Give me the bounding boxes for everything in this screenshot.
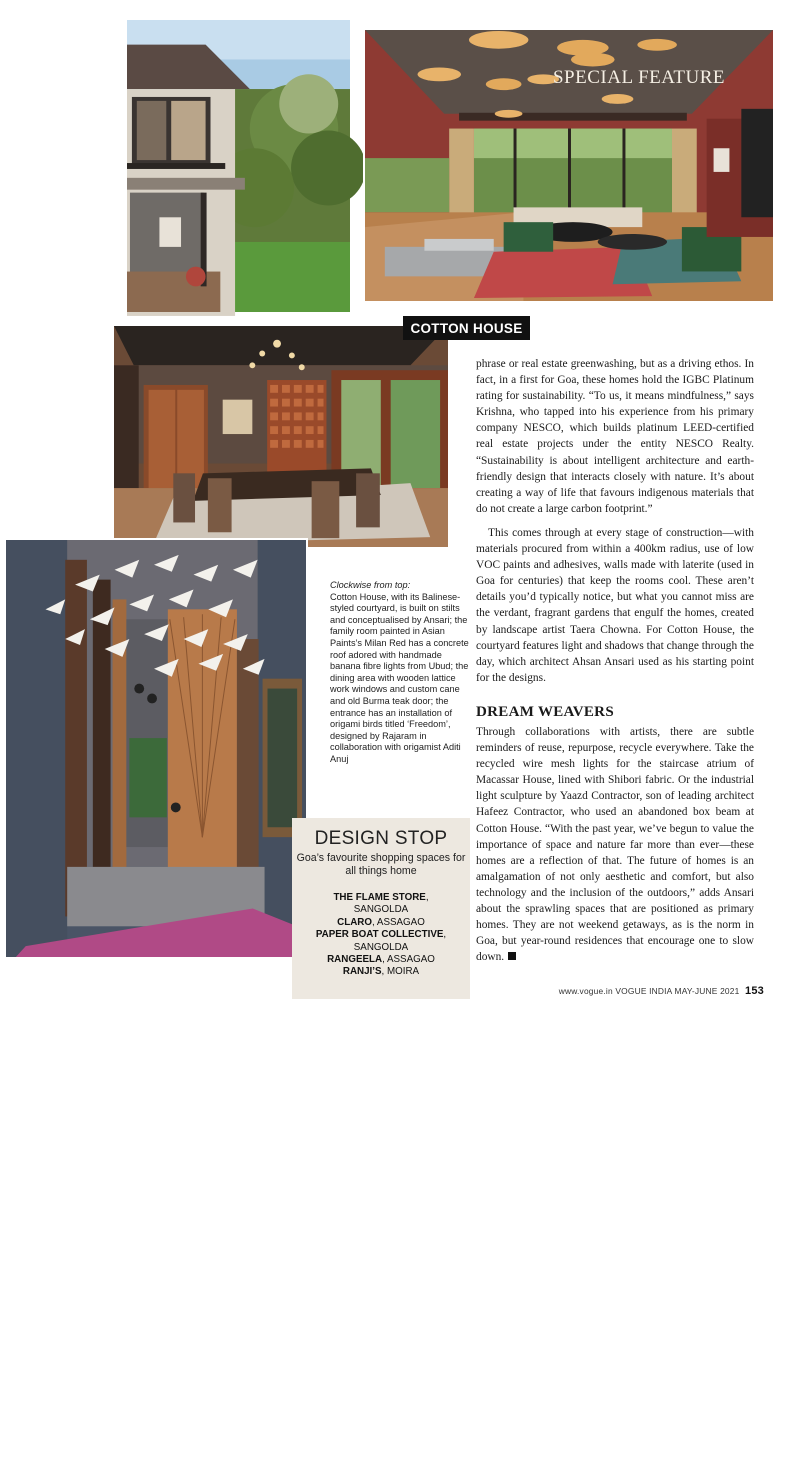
design-stop-title: DESIGN STOP xyxy=(314,828,448,849)
body-paragraph-3 xyxy=(476,724,754,965)
store-item: RANGEELA, ASSAGAO xyxy=(327,954,435,966)
body-paragraph-2: This comes through at every stage of construction—with materials procured from within a 400km radius, use of low VOC paints and adhesives, walls made with laterite (used in Goa for centuries) that keep the rooms cool. These aren’t details you’d typically notice, but what you cannot miss are the verdant, fragrant gardens that engulf the homes, created by landscape artist Taera Chowna. For Cotton House, the courtyard features light and shadows that change through the day, which architect Ahsan Ansari used as his starting point for the designs. xyxy=(476,527,754,684)
photo-credit: ASHISH SAHI xyxy=(41,1414,48,1460)
caption-lead: Clockwise from top: xyxy=(330,580,411,590)
photo-entrance xyxy=(4,538,308,1460)
body-paragraph-3-text: Through collaborations with artists, there are subtle reminders of reuse, repurpose, recycle everywhere. Take the recycled wire mesh lights for the staircase atrium of Macassar House, lined with Shibori fabric. Or the industrial light sculpture by Yaazd Contractor, son of leading architect Hafeez Contractor, who used an abandoned box beam at Cotton House. “With the past year, we’ve begun to value the importance of space and nature far more than ever—these homes are a reflection of that. The future of homes is an amalgamation of not only aesthetic and comfort, but also technology and the inclusion of the outdoors,” adds Ansari about the sprawling spaces that are positioned as primary homes. They are not weekend getaways, as is the norm in Goa, but year-round residences that encourage one to slow down. xyxy=(476,726,754,964)
photo-courtyard xyxy=(125,18,352,314)
store-item: RANJI’S, MOIRA xyxy=(342,966,420,978)
end-mark-icon xyxy=(508,952,516,960)
store-item: CLARO, ASSAGAO xyxy=(337,916,425,928)
page-footer xyxy=(559,985,764,997)
subhead-dream-weavers: DREAM WEAVERS xyxy=(476,704,614,720)
special-feature-label: SPECIAL FEATURE xyxy=(552,67,725,88)
store-item: PAPER BOAT COLLECTIVE, SANGOLDA xyxy=(315,929,447,953)
page-number: 153 xyxy=(745,985,764,997)
photo-caption xyxy=(330,580,470,766)
store-list xyxy=(292,892,470,979)
store-item: THE FLAME STORE, SANGOLDA xyxy=(333,892,429,916)
body-paragraph-1: phrase or real estate greenwashing, but as a driving ethos. In fact, in a first for Goa, these homes hold the IGBC Platinum rating for sustainability. “To us, it means mindfulness,” says Krishna, who tapped into his experience from his primary company NESCO, which builds platinum LEED-certified real estate projects under the entity NESCO Realty. “Sustainability is about intelligent architecture and earth-friendly design that interacts closely with nature. It’s about creating a way of life that favours indigenous materials that do not create a large carbon footprint.” xyxy=(476,358,754,515)
section-tag: COTTON HOUSE xyxy=(403,316,530,340)
design-stop-box xyxy=(292,818,470,999)
design-stop-subtitle: Goa’s favourite shopping spaces for all things home xyxy=(296,852,466,877)
footer-magazine: VOGUE INDIA MAY-JUNE 2021 xyxy=(615,986,740,996)
photo-dining-area xyxy=(112,324,450,549)
footer-site: www.vogue.in xyxy=(558,986,613,996)
caption-text: Cotton House, with its Balinese-styled courtyard, is built on stilts and conceptualised by Ansari; the family room painted in Asian Paints’s Milan Red has a concrete roof adored with handmade banana fibre lights from Ubud; the dining area with wooden lattice work windows and custom cane and old Burma teak door; the entrance has an installation of origami birds titled ‘Freedom’, designed by Rajaram in collaboration with origamist Aditi Anuj xyxy=(330,591,469,764)
photo-family-room xyxy=(363,28,775,303)
